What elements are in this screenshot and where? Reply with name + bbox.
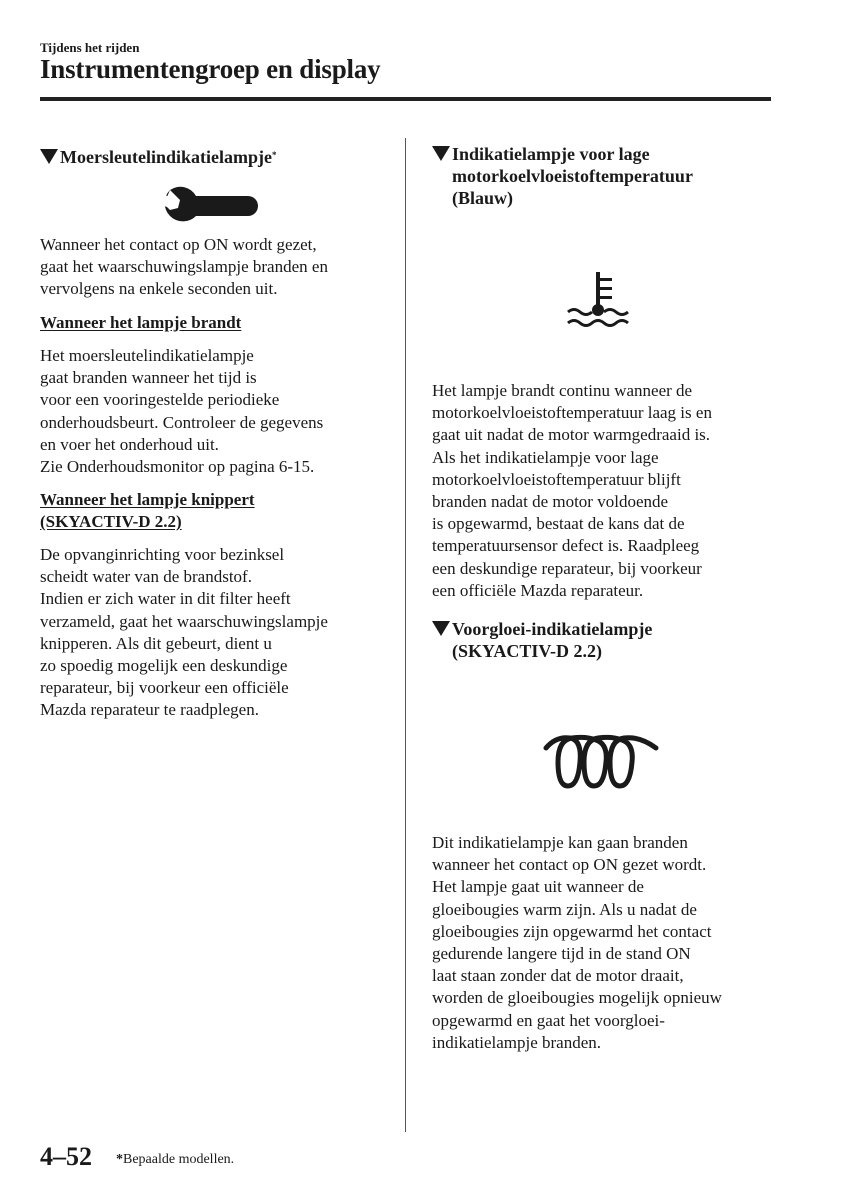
text-line: Het lampje gaat uit wanneer de [432, 877, 644, 897]
text-line: motorkoelvloeistoftemperatuur blijft [432, 469, 681, 489]
text-line: voor een vooringestelde periodieke [40, 390, 280, 410]
text-line: Het moersleutelindikatielampje [40, 346, 254, 365]
heading-line: Indikatielampje voor lage [452, 144, 650, 164]
text-line: gaat uit nadat de motor warmgedraaid is. [432, 425, 711, 445]
subheading-lamp-on: Wanneer het lampje brandt [40, 313, 242, 332]
page-title: Instrumentengroep en display [40, 54, 381, 84]
text-line: Dit indikatielampje kan gaan branden [432, 833, 688, 852]
lamp-on-paragraph [40, 345, 380, 478]
coolant-paragraph [432, 380, 777, 602]
wrench-icon [164, 186, 258, 226]
triangle-bullet-icon [432, 146, 450, 161]
asterisk-mark: * [271, 150, 277, 160]
section-label: Tijdens het rijden [40, 40, 140, 55]
text-line: motorkoelvloeistoftemperatuur laag is en [432, 403, 712, 423]
text-line: Wanneer het contact op ON wordt gezet, [40, 235, 317, 254]
footnote-mark: * [116, 1152, 123, 1167]
title-rule [40, 97, 771, 101]
text-line: een officiële Mazda reparateur. [432, 580, 644, 600]
footnote [116, 1152, 234, 1168]
text-line: laat staan zonder dat de motor draait, [432, 966, 684, 986]
text-line: gloeibougies zijn opgewarmd het contact [432, 921, 712, 941]
subheading-line: Wanneer het lampje knippert [40, 490, 255, 509]
coolant-lamp-heading [432, 143, 777, 209]
text-line: Zie Onderhoudsmonitor op pagina 6-15. [40, 457, 315, 477]
text-line: vervolgens na enkele seconden uit. [40, 279, 278, 299]
glow-plug-lamp-heading [432, 618, 777, 662]
triangle-bullet-icon [40, 149, 58, 164]
heading-line: Voorgloei-indikatielampje [452, 619, 653, 639]
text-line: en voer het onderhoud uit. [40, 434, 219, 454]
subheading-lamp-flashing [40, 489, 255, 533]
lamp-flashing-paragraph [40, 544, 380, 722]
glow-plug-paragraph [432, 832, 777, 1054]
text-line: De opvanginrichting voor bezinksel [40, 545, 285, 564]
text-line: Mazda reparateur te raadplegen. [40, 700, 259, 720]
heading-line: (Blauw) [452, 188, 514, 208]
text-line: branden nadat de motor voldoende [432, 492, 669, 512]
text-line: gaat het waarschuwingslampje branden en [40, 257, 328, 277]
text-line: is opgewarmd, bestaat de kans dat de [432, 514, 685, 534]
column-divider [405, 138, 406, 1132]
text-line: gloeibougies warm zijn. Als u nadat de [432, 899, 697, 919]
text-line: knipperen. Als dit gebeurt, dient u [40, 633, 272, 653]
text-line: temperatuursensor defect is. Raadpleeg [432, 536, 700, 556]
subheading-line: (SKYACTIV-D 2.2) [40, 512, 182, 531]
wrench-intro-paragraph [40, 234, 380, 301]
text-line: indikatielampje branden. [432, 1032, 601, 1052]
text-line: Indien er zich water in dit filter heeft [40, 589, 291, 609]
text-line: verzameld, gaat het waarschuwingslampje [40, 611, 328, 631]
text-line: worden de gloeibougies mogelijk opnieuw [432, 988, 722, 1008]
footnote-text: Bepaalde modellen. [123, 1152, 235, 1167]
text-line: opgewarmd en gaat het voorgloei- [432, 1010, 665, 1030]
coolant-temperature-icon [566, 270, 632, 330]
wrench-lamp-heading [40, 146, 380, 168]
text-line: gaat branden wanneer het tijd is [40, 368, 257, 388]
wrench-lamp-heading-text: Moersleutelindikatielampje [60, 147, 272, 167]
glow-plug-icon [542, 728, 660, 792]
text-line: reparateur, bij voorkeur een officiële [40, 678, 289, 698]
text-line: zo spoedig mogelijk een deskundige [40, 656, 288, 676]
text-line: een deskundige reparateur, bij voorkeur [432, 558, 702, 578]
triangle-bullet-icon [432, 621, 450, 636]
text-line: Als het indikatielampje voor lage [432, 447, 659, 467]
text-line: onderhoudsbeurt. Controleer de gegevens [40, 412, 324, 432]
heading-line: motorkoelvloeistoftemperatuur [452, 166, 693, 186]
text-line: Het lampje brandt continu wanneer de [432, 381, 693, 400]
text-line: wanneer het contact op ON gezet wordt. [432, 855, 707, 875]
text-line: gedurende langere tijd in de stand ON [432, 944, 691, 964]
text-line: scheidt water van de brandstof. [40, 567, 252, 587]
heading-line: (SKYACTIV-D 2.2) [452, 641, 603, 661]
page-number: 4–52 [40, 1142, 92, 1171]
